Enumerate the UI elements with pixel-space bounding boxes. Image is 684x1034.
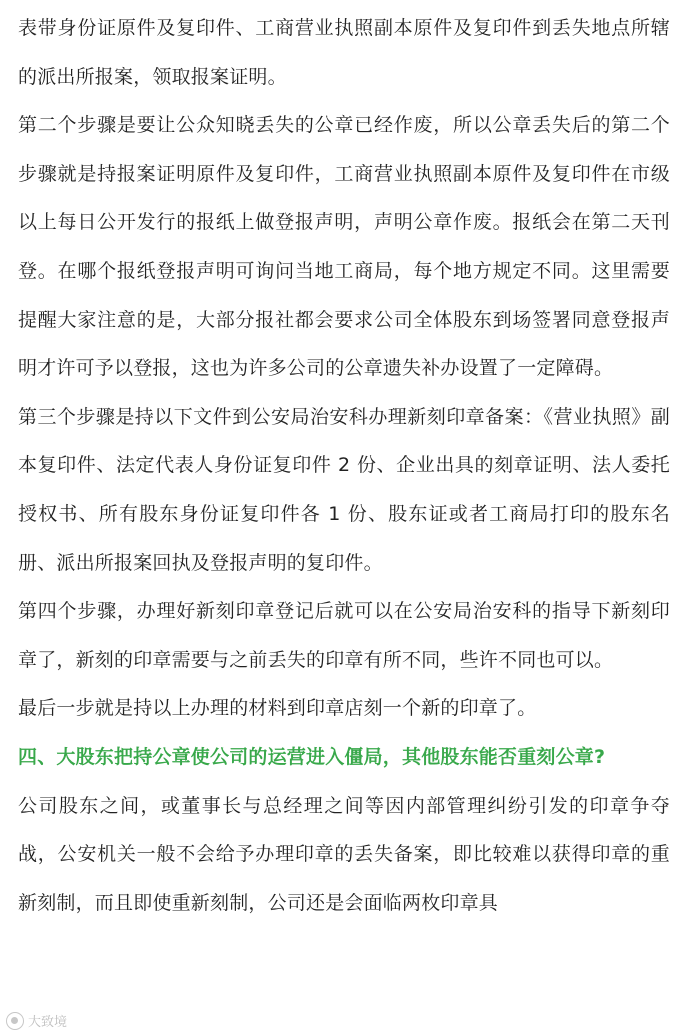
article-body	[18, 0, 670, 927]
watermark-text: 大致境	[28, 1015, 68, 1030]
section-heading: 四、大股东把持公章使公司的运营进入僵局，其他股东能否重刻公章?	[18, 745, 606, 768]
watermark-logo-icon	[6, 1012, 24, 1030]
watermark	[6, 1011, 67, 1030]
paragraph-report-police: 表带身份证原件及复印件、工商营业执照副本原件及复印件到丢失地点所辖的派出所报案，领取报案证明。	[18, 17, 670, 88]
paragraph-shareholder-dispute: 公司股东之间，或董事长与总经理之间等因内部管理纠纷引发的印章争夺战，公安机关一般不会给予办理印章的丢失备案，即比较难以获得印章的重新刻制，而且即使重新刻制，公司还是会面临两枚印章具	[18, 794, 670, 914]
paragraph-new-seal: 第四个步骤，办理好新刻印章登记后就可以在公安局治安科的指导下新刻印章了，新刻的印章需要与之前丢失的印章有所不同，些许不同也可以。	[18, 600, 670, 671]
paragraph-final-step: 最后一步就是持以上办理的材料到印章店刻一个新的印章了。	[18, 697, 537, 720]
paragraph-newspaper-statement: 第二个步骤是要让公众知晓丢失的公章已经作废，所以公章丢失后的第二个步骤就是持报案证明原件及复印件，工商营业执照副本原件及复印件在市级以上每日公开发行的报纸上做登报声明，声明公章作废。报纸会在第二天刊登。在哪个报纸登报声明可询问当地工商局，每个地方规定不同。这里需要提醒大家注意的是，大部分报社都会要求公司全体股东到场签署同意登报声明才许可予以登报，这也为许多公司的公章遗失补办设置了一定障碍。	[18, 114, 670, 380]
paragraph-seal-registration: 第三个步骤是持以下文件到公安局治安科办理新刻印章备案：《营业执照》副本复印件、法定代表人身份证复印件 2 份、企业出具的刻章证明、法人委托授权书、所有股东身份证复印件各 1 份、股东证或者工商局打印的股东名册、派出所报案回执及登报声明的复印件。	[18, 405, 670, 574]
